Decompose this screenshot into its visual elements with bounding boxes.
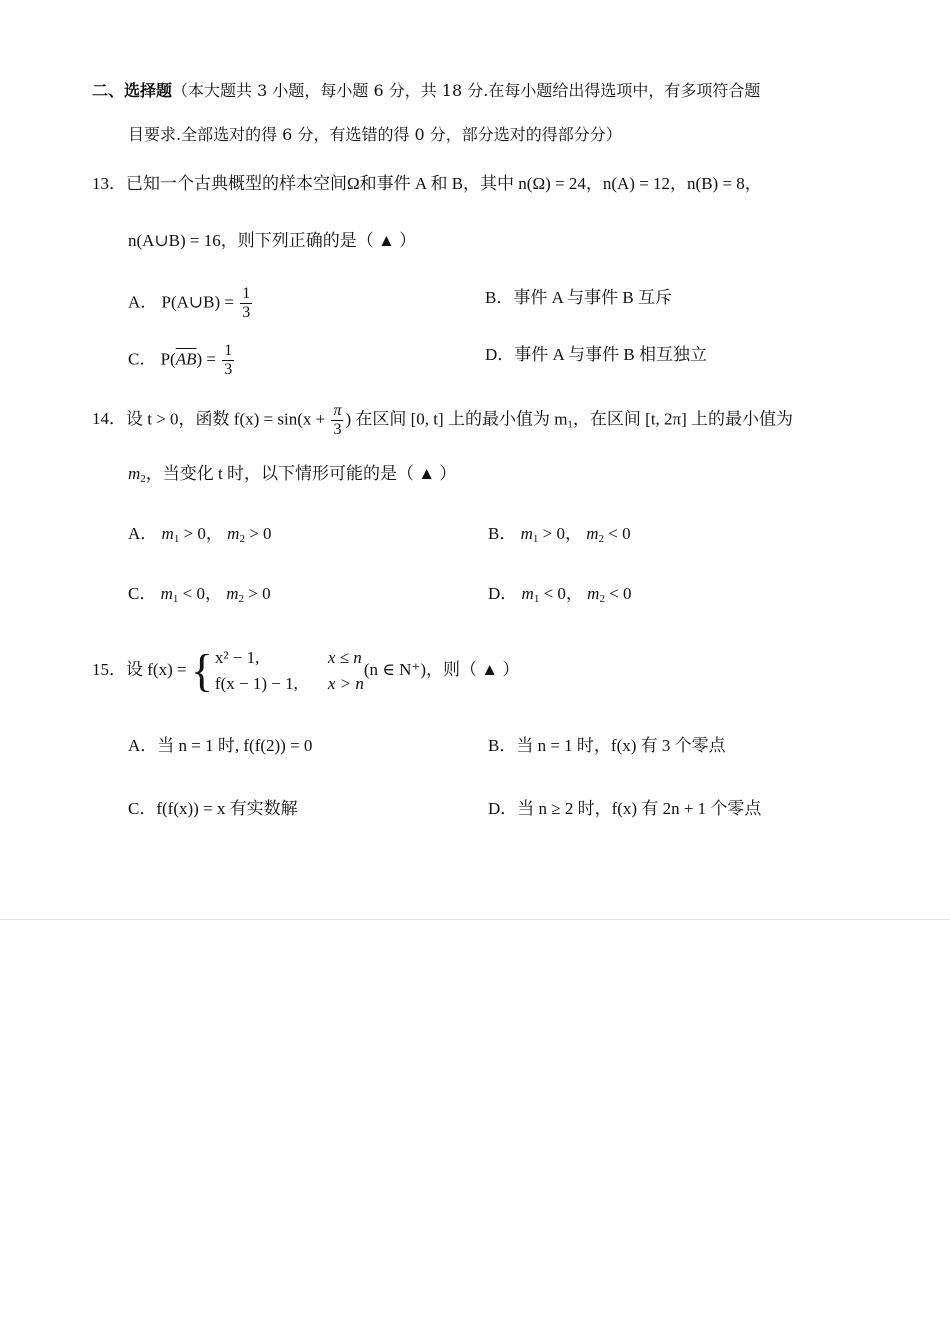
q14-option-d: D． $m_1 < 0$， $m_2 < 0$ <box>488 584 632 605</box>
option-label: B． <box>488 524 517 543</box>
fraction-pi-over-3 <box>331 402 343 439</box>
piecewise-function <box>191 647 364 695</box>
option-label: B． <box>485 288 514 307</box>
left-brace: { <box>190 645 213 697</box>
case1-cond: x ≤ n <box>327 648 362 668</box>
q13-stem-line1 <box>92 171 762 197</box>
case2-cond: x > n <box>327 674 364 694</box>
option-label: A． <box>128 292 158 312</box>
q13-option-c <box>128 342 236 379</box>
q15-number: 15． <box>92 660 126 679</box>
subscript: 2 <box>140 473 146 485</box>
q15-domain: (n ∈ N⁺) <box>363 660 427 679</box>
section-heading <box>92 80 882 102</box>
fraction <box>240 285 252 322</box>
q15-option-a <box>128 733 312 759</box>
page-divider <box>0 919 950 920</box>
option-label: D． <box>485 345 515 364</box>
q13-option-a <box>128 285 254 322</box>
fraction <box>222 342 234 379</box>
option-label: A． <box>128 524 158 543</box>
option-expr-pre: P( <box>160 349 176 369</box>
denominator: 3 <box>242 304 251 321</box>
q14-option-c: C． $m_1 < 0$， $m_2 > 0$ <box>128 584 271 605</box>
section-instructions-line2: 目要求.全部选对的得 6 分，有选错的得 0 分，部分选对的得部分分） <box>128 125 622 144</box>
section-instructions: （本大题共 3 小题，每小题 6 分，共 18 分.在每小题给出得选项中，有多项符合题 <box>172 81 761 100</box>
q15-option-c <box>128 796 298 822</box>
q14-stem-c: ，在区间 [t, 2π] 上的最小值为 <box>572 409 794 429</box>
subscript: 1 <box>567 418 573 431</box>
section-title: 二、选择题 <box>92 81 173 100</box>
overline-ab: $\overline{AB}$ <box>175 349 197 369</box>
option-text: 事件 A 与事件 B 相互独立 <box>514 345 707 364</box>
case1-expr: x² − 1, <box>214 648 260 668</box>
option-text: 当 n = 1 时，f(x) 有 3 个零点 <box>516 736 726 755</box>
q15-stem-post: ，则（ ▲ ） <box>426 660 520 679</box>
q15-option-d <box>488 796 761 822</box>
q15-option-b <box>488 733 726 759</box>
q13-stem-line2: n(A∪B) = 16，则下列正确的是（ ▲ ） <box>128 231 417 250</box>
option-expr-post: ) = <box>196 349 216 369</box>
option-text: 事件 A 与事件 B 互斥 <box>513 288 673 307</box>
q14-stem-b: ) 在区间 [0, t] 上的最小值为 m <box>345 409 568 429</box>
case2-expr: f(x − 1) − 1, <box>214 674 298 694</box>
option-text: f(f(x)) = x 有实数解 <box>156 799 298 818</box>
numerator: π <box>333 402 342 419</box>
option-label: C． <box>128 349 157 369</box>
option-label: D． <box>488 799 518 818</box>
q13-number: 13． <box>92 174 126 193</box>
q14-number: 14． <box>92 409 126 429</box>
option-label: C． <box>128 799 157 818</box>
q13-stem-text: 已知一个古典概型的样本空间Ω和事件 A 和 B，其中 n(Ω) = 24，n(A) = 12，n(B) = 8， <box>126 174 762 193</box>
q14-stem-line2 <box>128 461 456 492</box>
q14-option-a: A． $m_1 > 0$， $m_2 > 0$ <box>128 524 272 545</box>
option-label: D． <box>488 584 518 603</box>
q13-option-b <box>485 285 672 311</box>
option-text: 当 n ≥ 2 时，f(x) 有 2n + 1 个零点 <box>517 799 762 818</box>
q15-stem-pre: 设 f(x) = <box>126 660 187 679</box>
q15-stem <box>92 640 519 700</box>
q13-option-d <box>485 342 707 368</box>
denominator: 3 <box>224 361 233 378</box>
q14-option-b: B． $m_1 > 0$， $m_2 < 0$ <box>488 524 631 545</box>
option-expr: P(A∪B) = <box>161 292 235 312</box>
q14-stem-line1 <box>92 402 793 439</box>
denominator: 3 <box>333 421 342 438</box>
piecewise-cases <box>215 647 364 695</box>
option-text: 当 n = 1 时, f(f(2)) = 0 <box>157 736 313 755</box>
option-label: C． <box>128 584 157 603</box>
m-var: m <box>128 464 141 483</box>
option-label: A． <box>128 736 158 755</box>
q14-stem-a: 设 t > 0，函数 f(x) = sin(x + <box>126 409 326 429</box>
numerator: 1 <box>224 342 233 359</box>
numerator: 1 <box>242 285 251 302</box>
option-label: B． <box>488 736 517 755</box>
q14-stem-line2-text: ，当变化 t 时，以下情形可能的是（ ▲ ） <box>145 464 457 483</box>
